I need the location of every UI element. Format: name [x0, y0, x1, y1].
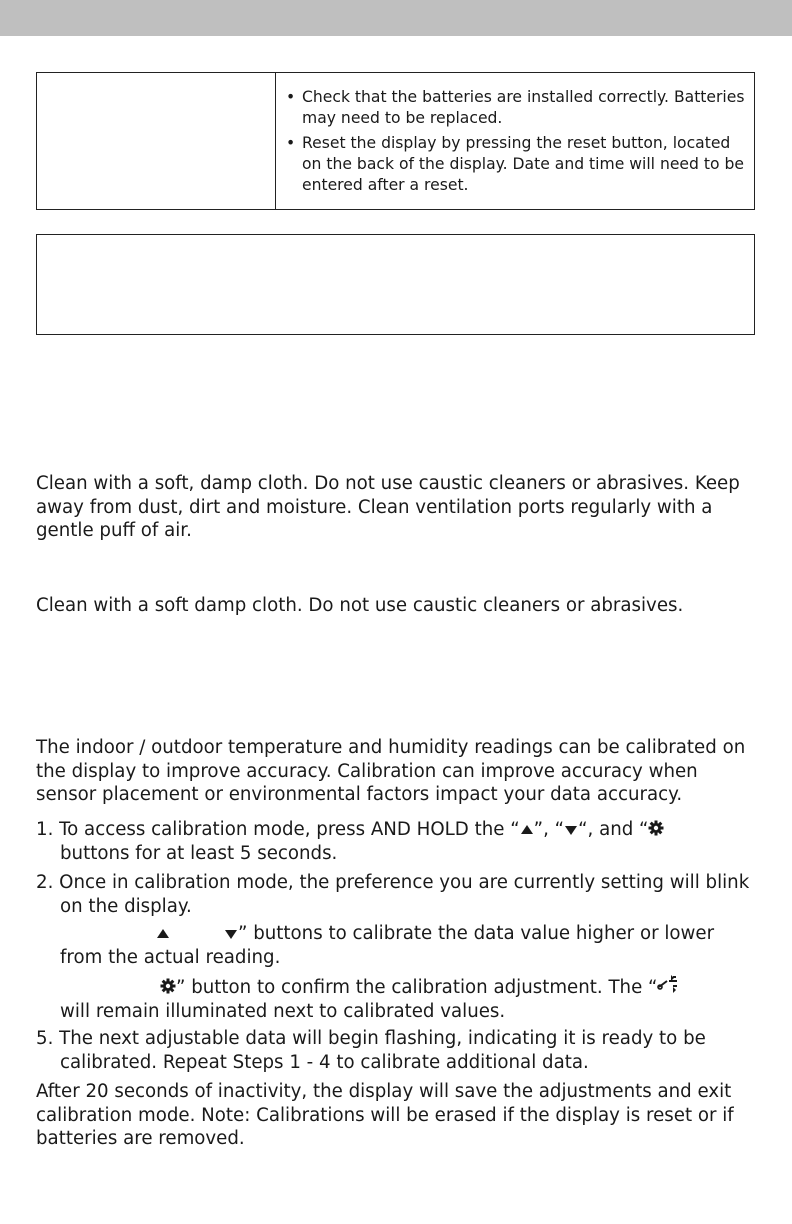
list-item: • Reset the display by pressing the reset button, located on the back of the display. Date and time will need to be entered after a reset. — [286, 134, 744, 194]
calibration-step-2: 2. Once in calibration mode, the preference you are currently setting will blink on the display. — [36, 872, 750, 917]
calibration-step-4: ” button to confirm the calibration adjustment. The “ will remain illuminated next to calibrated values. — [36, 974, 751, 1023]
solution-list — [284, 87, 746, 196]
sensor-care-text: Clean with a soft, damp cloth. Do not use caustic cleaners or abrasives. Keep away from dust, dirt and moisture. Clean ventilation ports regularly with a gentle puff of air. — [36, 473, 740, 541]
calibration-step-1: 1. To access calibration mode, press AND HOLD the “ ”, “ “, and “ buttons for at least 5 seconds. — [36, 818, 751, 865]
gear-icon — [648, 820, 664, 836]
calibration-step-3: ” buttons to calibrate the data value higher or lower from the actual reading. — [60, 923, 715, 968]
down-arrow-icon — [564, 824, 578, 836]
down-arrow-icon — [224, 928, 238, 940]
calibration-intro: The indoor / outdoor temperature and humidity readings can be calibrated on the display to improve accuracy. Calibration can improve accuracy when sensor placement or environmental factors impact your data accuracy. — [36, 737, 746, 805]
list-item: • Check that the batteries are installed correctly. Batteries may need to be replaced. — [286, 88, 745, 127]
header-bar — [0, 0, 792, 36]
up-arrow-icon — [520, 824, 534, 836]
problem-cell — [37, 73, 276, 209]
calibration-outro: After 20 seconds of inactivity, the display will save the adjustments and exit calibration mode. Note: Calibrations will be erased if the display is reset or if batteries are removed. — [36, 1081, 734, 1149]
note-box — [36, 234, 755, 335]
gear-icon — [160, 978, 176, 994]
troubleshooting-table — [36, 72, 755, 210]
calibration-step-5: 5. The next adjustable data will begin flashing, indicating it is ready to be calibrated. Repeat Steps 1 - 4 to calibrate additional data. — [36, 1028, 706, 1073]
display-care-text: Clean with a soft damp cloth. Do not use caustic cleaners or abrasives. — [36, 595, 684, 616]
up-arrow-icon — [156, 928, 170, 940]
solution-cell — [276, 73, 754, 209]
calibration-wrench-icon — [657, 974, 679, 994]
